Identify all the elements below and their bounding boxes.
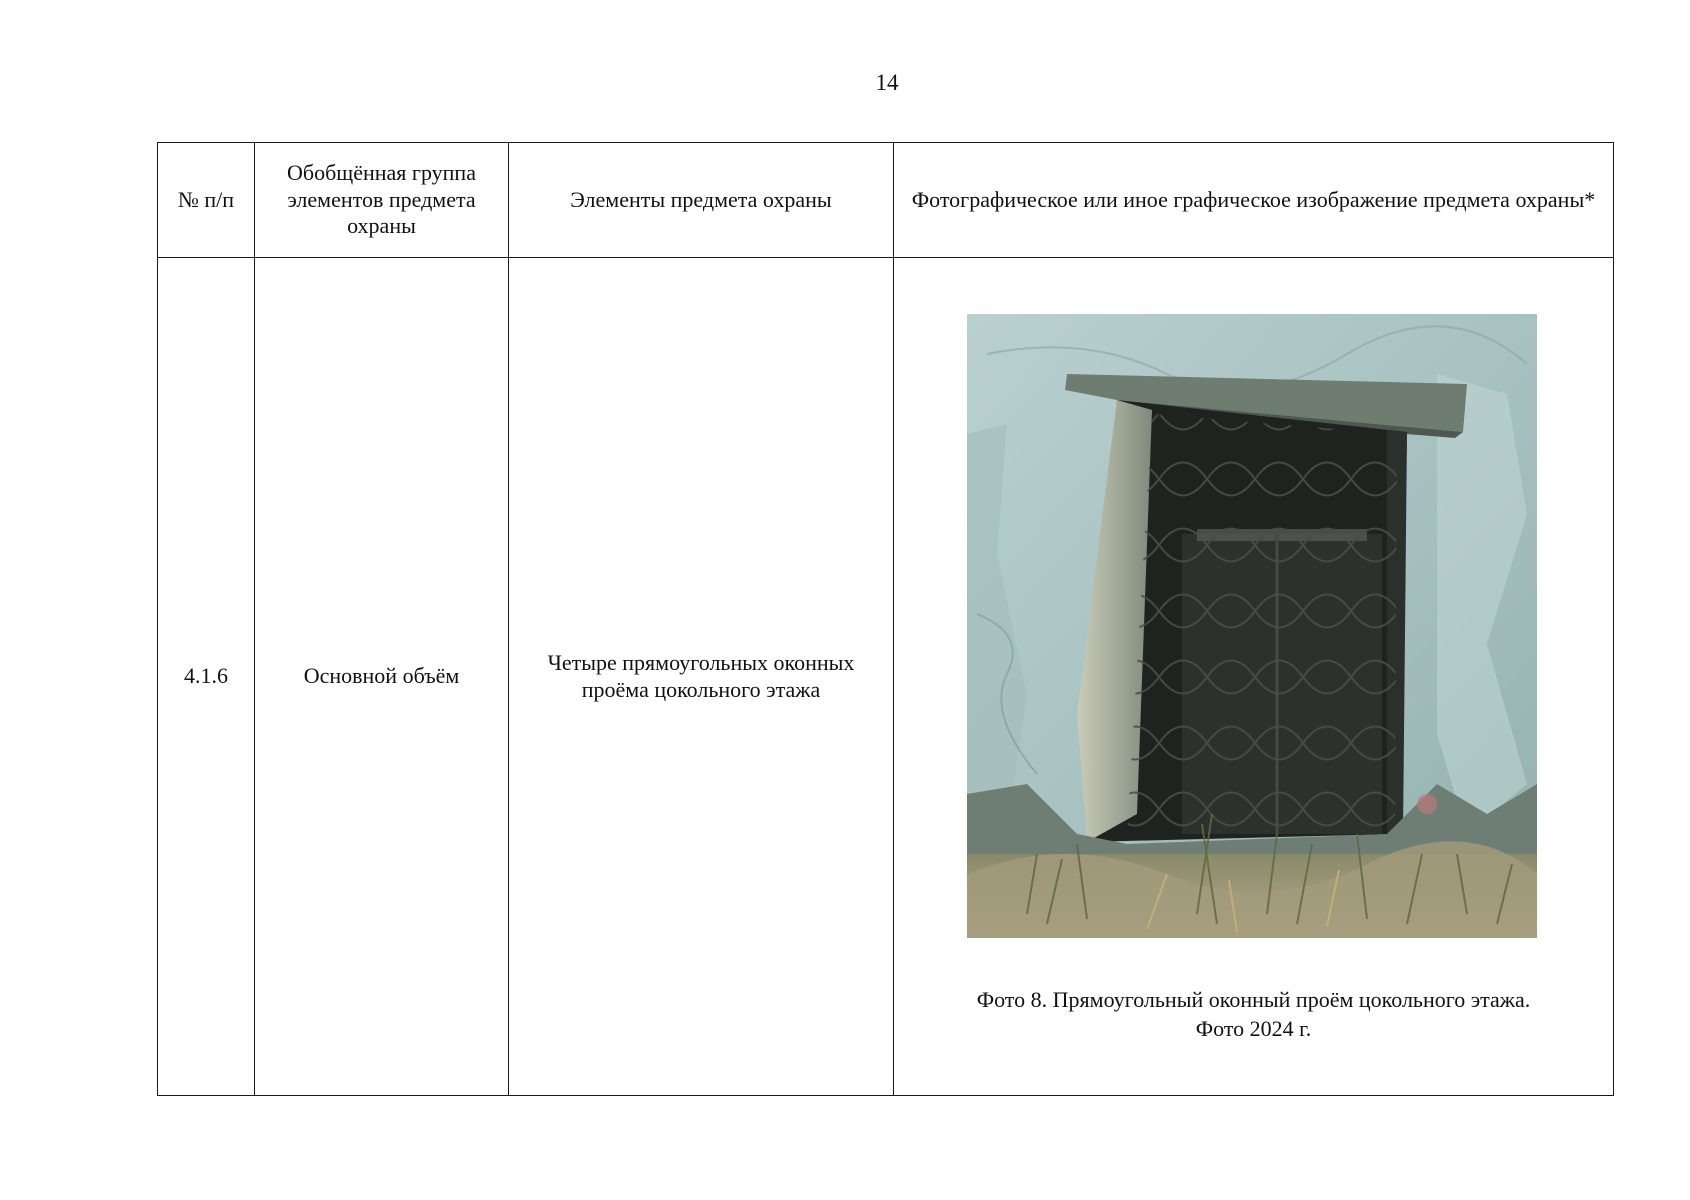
- window-opening-photo: [967, 314, 1537, 938]
- header-number: № п/п: [158, 143, 255, 258]
- header-group: Обобщённая группа элементов предмета охраны: [255, 143, 509, 258]
- photo-caption: [894, 986, 1613, 1043]
- photo-illustration: [967, 314, 1537, 938]
- cell-group: Основной объём: [255, 258, 509, 1096]
- page-number: 14: [875, 70, 899, 95]
- table-row: [158, 258, 1614, 1096]
- photo-caption-line-1: Фото 8. Прямоугольный оконный проём цокольного этажа.: [976, 987, 1531, 1012]
- header-elements: Элементы предмета охраны: [509, 143, 894, 258]
- header-image: Фотографическое или иное графическое изображение предмета охраны*: [894, 143, 1614, 258]
- cell-photo: [894, 258, 1614, 1096]
- table-header-row: [158, 143, 1614, 258]
- photo-caption-line-2: Фото 2024 г.: [1195, 1015, 1312, 1041]
- cell-number: 4.1.6: [158, 258, 255, 1096]
- cell-elements: Четыре прямоугольных оконных проёма цокольного этажа: [509, 258, 894, 1096]
- protection-subject-table: [157, 142, 1614, 1096]
